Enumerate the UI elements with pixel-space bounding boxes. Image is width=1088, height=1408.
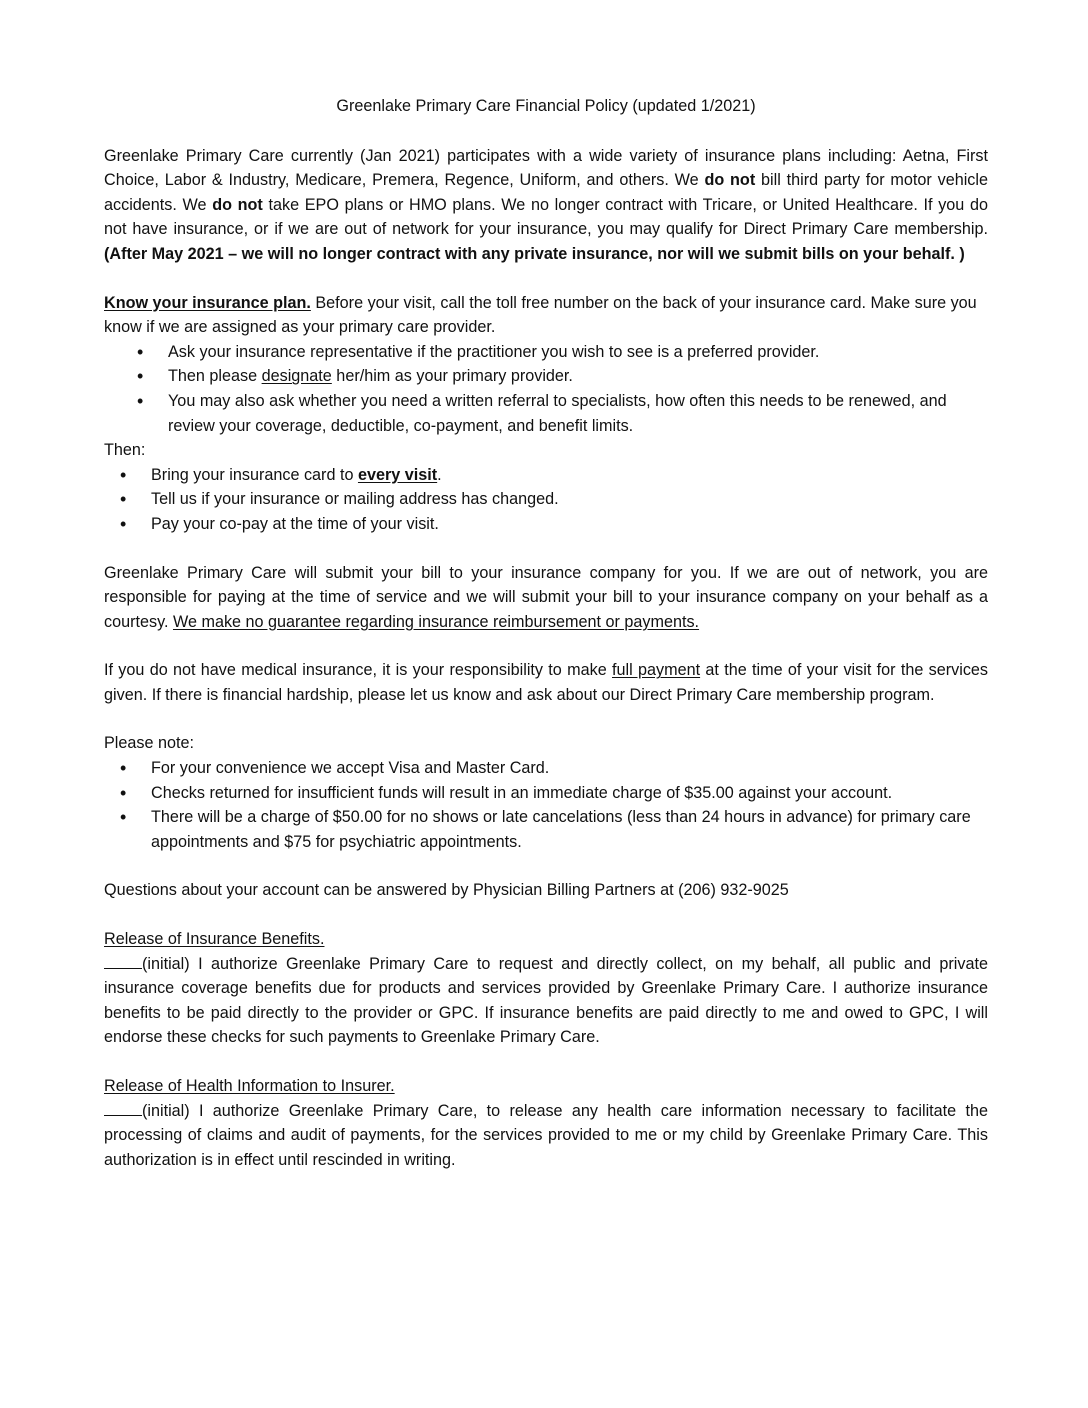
list-item-text: her/him as your primary provider.	[331, 367, 573, 386]
please-note-label: Please note:	[104, 734, 194, 753]
intro-notice: (After May 2021 – we will no longer contract with any private insurance, nor will we submit bills on your behalf. )	[104, 244, 965, 263]
intro-emphasis-1: do not	[704, 171, 756, 190]
know-insurance-paragraph	[104, 291, 988, 340]
release-benefits-text: (initial) I authorize Greenlake Primary Care to request and directly collect, on my behalf, all public and private insurance coverage benefits due for products and services provided by Greenlake Primary Care. I authorize insurance benefits to be paid directly to the provider or GPC. If insurance benefits are paid directly to me and owed to GPC, I will endorse these checks for such payments to Greenlake Primary Care.	[104, 954, 988, 1047]
list-item: • Checks returned for insufficient funds will result in an immediate charge of $35.00 against your account.	[104, 781, 988, 806]
list-item	[104, 364, 988, 389]
list-item-text: Bring your insurance card to	[151, 465, 358, 484]
list-item: • For your convenience we accept Visa and Master Card.	[104, 756, 988, 781]
questions-line: Questions about your account can be answered by Physician Billing Partners at (206) 932-9025	[104, 881, 789, 900]
please-note-list	[104, 756, 988, 854]
list-item-text: .	[437, 465, 442, 484]
document-title: Greenlake Primary Care Financial Policy (updated 1/2021)	[336, 97, 756, 115]
submit-bill-paragraph	[104, 561, 988, 635]
initial-blank[interactable]	[104, 952, 142, 969]
submit-bill-text: Greenlake Primary Care will submit your bill to your insurance company for you. If we are out of network, you are responsible for paying at the time of service and we will submit your bill to your insurance company on your behalf as a courtesy.	[104, 563, 988, 631]
list-item: • Ask your insurance representative if the practitioner you wish to see is a preferred provider.	[104, 340, 988, 365]
then-label: Then:	[104, 441, 146, 460]
no-guarantee-notice: We make no guarantee regarding insurance reimbursement or payments.	[172, 612, 700, 631]
every-visit-emphasis: every visit	[357, 465, 438, 484]
list-item-text: Then please	[168, 367, 262, 386]
release-health-heading-text: Release of Health Information to Insurer.	[104, 1077, 395, 1095]
know-insurance-heading: Know your insurance plan.	[104, 293, 311, 312]
full-payment-underlined: full payment	[612, 661, 701, 680]
intro-text-3: take EPO plans or HMO plans. We no longer contract with Tricare, or United Healthcare. If you do not have insurance, or if we are out of network for your insurance, you may qualify for Direct Primary Care membership.	[104, 195, 988, 239]
list-item: • Pay your co-pay at the time of your visit.	[104, 512, 988, 537]
release-health-heading	[104, 1074, 988, 1099]
list-item: • There will be a charge of $50.00 for no shows or late cancelations (less than 24 hours in advance) for primary care appointments and $75 for psychiatric appointments.	[104, 805, 988, 854]
document-page	[104, 94, 988, 1172]
initial-blank[interactable]	[104, 1099, 142, 1116]
release-benefits-heading-text: Release of Insurance Benefits.	[104, 930, 325, 949]
list-item	[104, 463, 988, 488]
no-insurance-text: If you do not have medical insurance, it is your responsibility to make	[104, 661, 612, 680]
designate-underlined: designate	[261, 367, 332, 386]
list-item: • You may also ask whether you need a written referral to specialists, how often this needs to be renewed, and review your coverage, deductible, co-payment, and benefit limits.	[104, 389, 988, 438]
no-insurance-text: at the time of your visit for the services given. If there is financial hardship, please let us know and ask about our Direct Primary Care membership program.	[104, 661, 989, 704]
release-health-text: (initial) I authorize Greenlake Primary Care, to release any health care information necessary to facilitate the processing of claims and audit of payments, for the services provided to me or my child by Greenlake Primary Care. This authorization is in effect until rescinded in writing.	[104, 1101, 988, 1169]
intro-paragraph	[104, 144, 988, 267]
then-list	[104, 463, 988, 537]
release-benefits-paragraph	[104, 952, 988, 1050]
list-item: • Tell us if your insurance or mailing address has changed.	[104, 487, 988, 512]
intro-text-2: bill third party for motor vehicle accidents. We	[104, 171, 988, 214]
release-benefits-heading	[104, 927, 988, 952]
no-insurance-paragraph	[104, 658, 988, 707]
intro-text-1: Greenlake Primary Care currently (Jan 2021) participates with a wide variety of insurance plans including: Aetna, First Choice, Labor & Industry, Medicare, Premera, Regence, Uniform, and others. We	[104, 146, 988, 190]
know-insurance-text: Before your visit, call the toll free number on the back of your insurance card. Make sure you know if we are assigned as your primary care provider.	[104, 293, 977, 337]
release-health-paragraph	[104, 1099, 988, 1173]
know-insurance-list	[104, 340, 988, 438]
intro-emphasis-2: do not	[212, 195, 263, 214]
